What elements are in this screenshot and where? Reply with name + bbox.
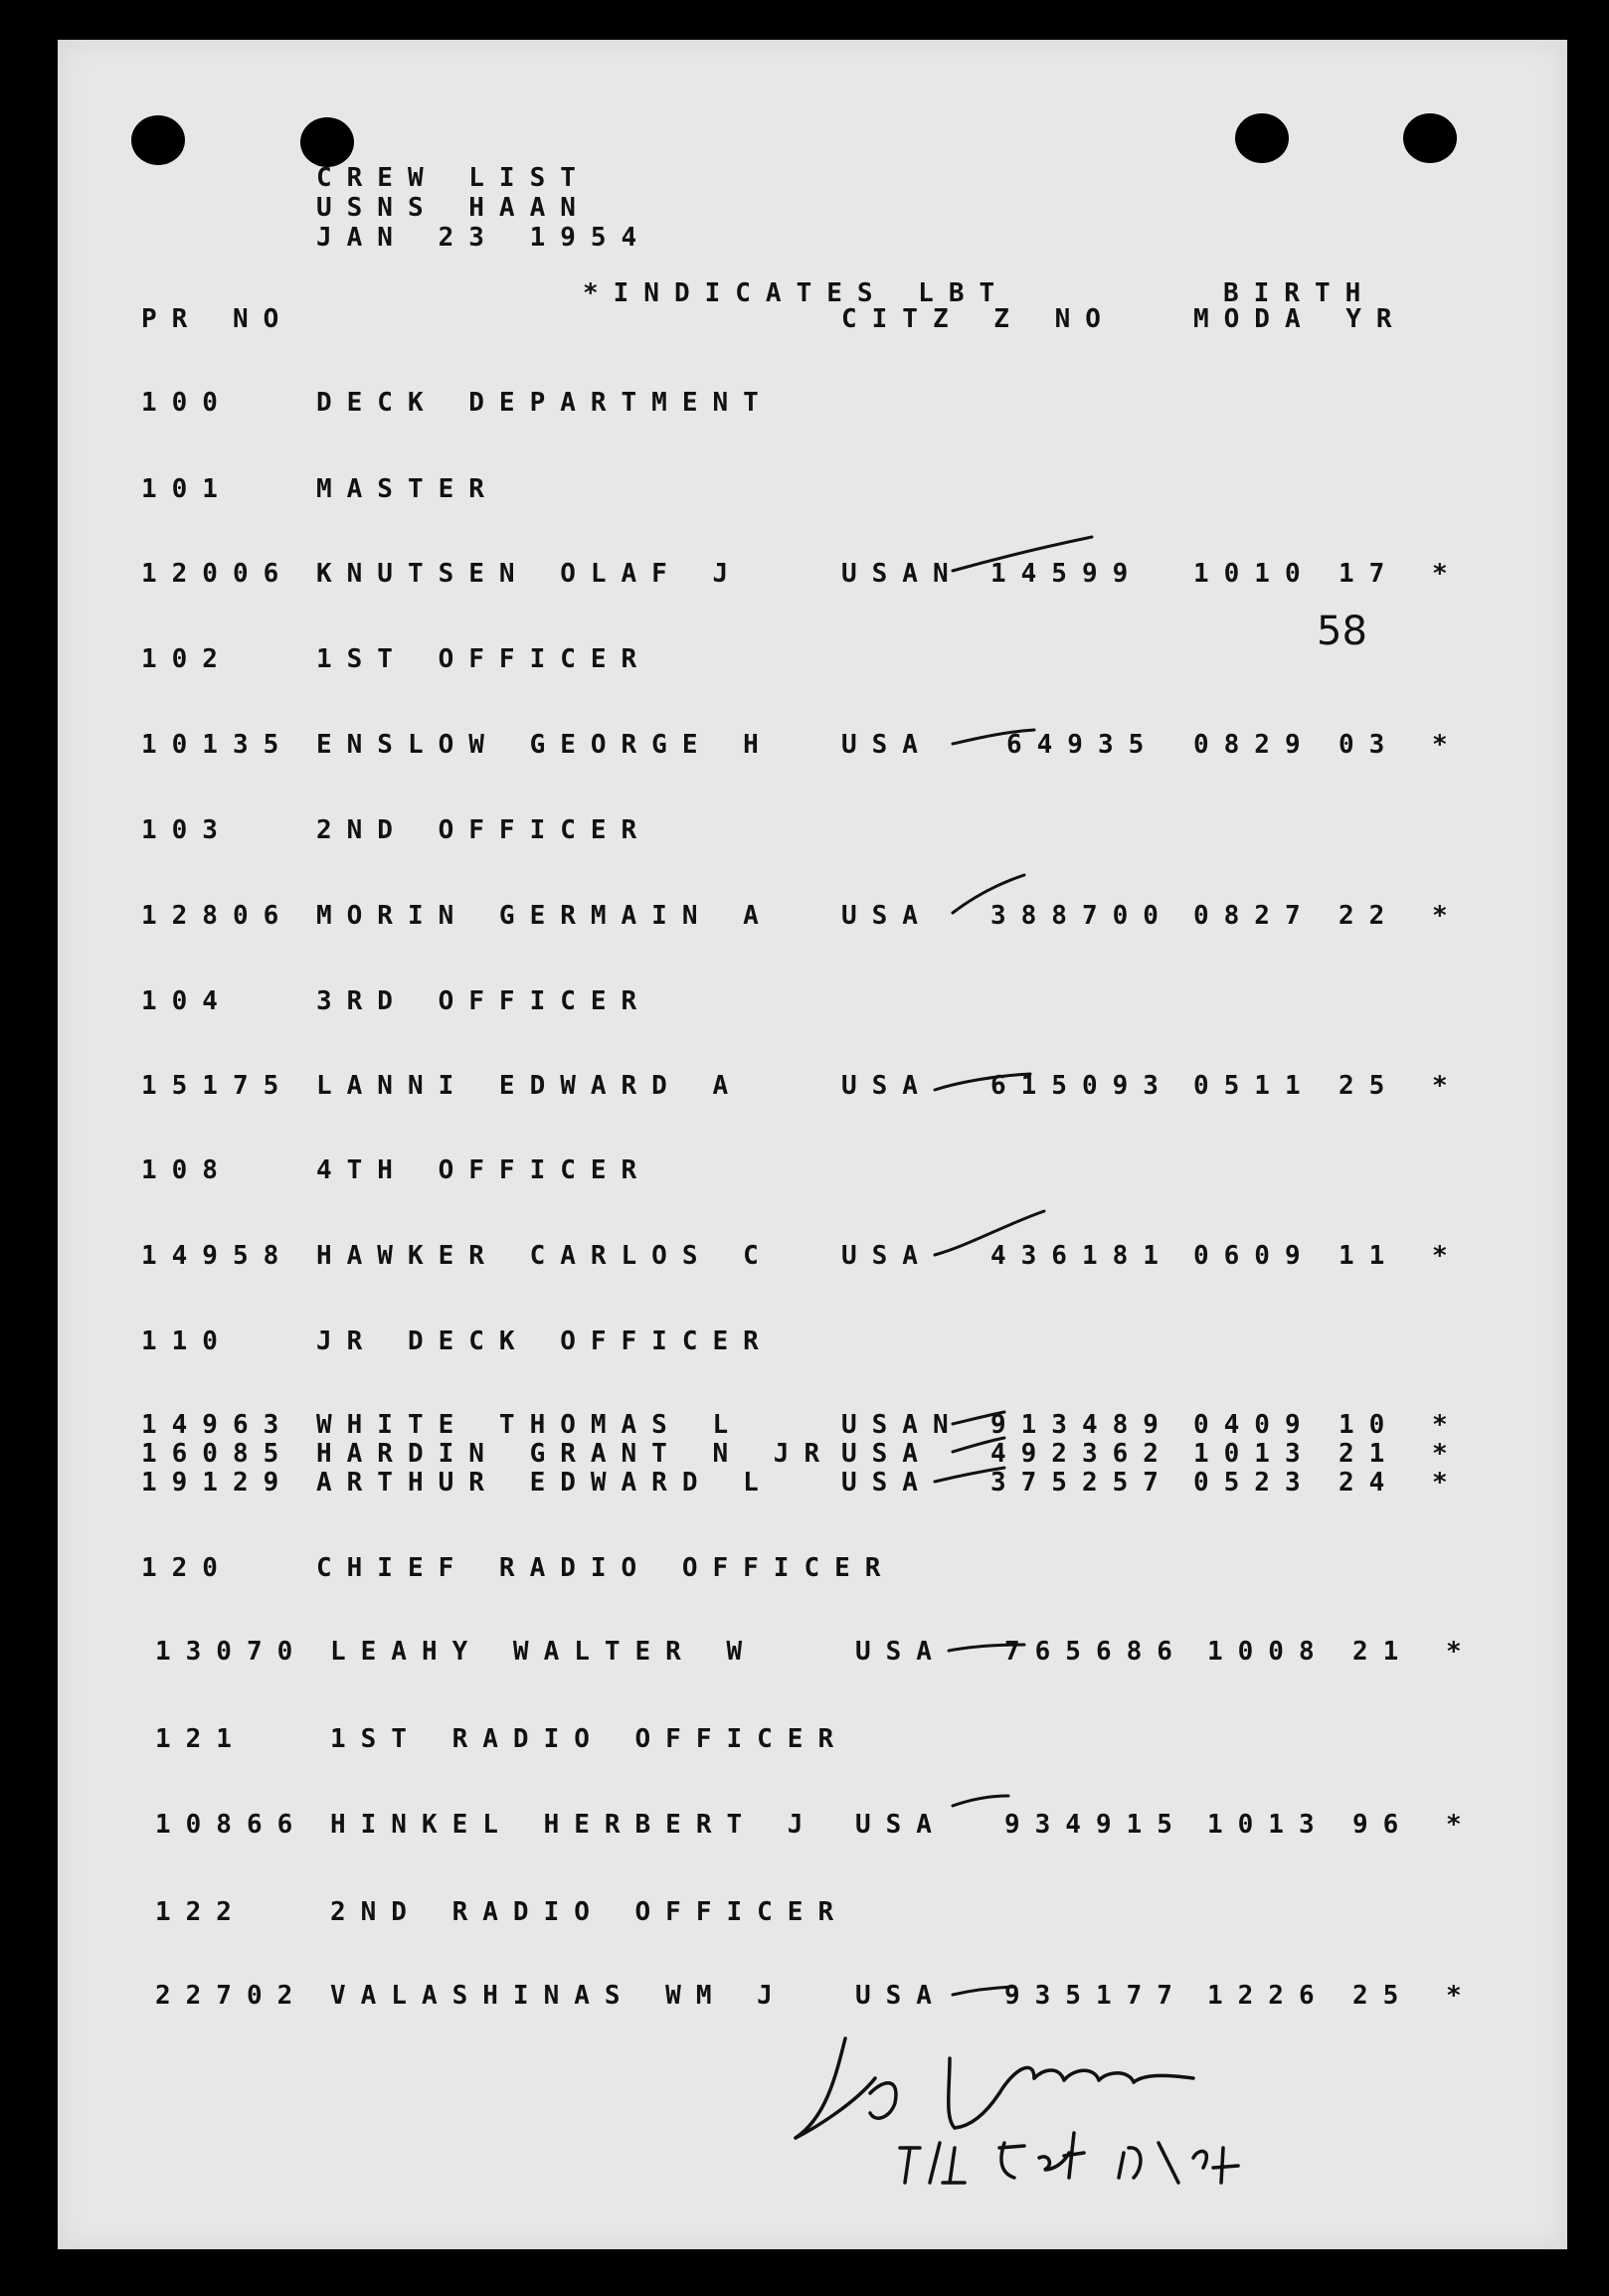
check-mark xyxy=(949,1645,1024,1651)
column-citz-z-no: CITZ Z NO xyxy=(841,304,1116,334)
section-title: MASTER xyxy=(316,474,499,504)
check-mark xyxy=(935,1074,1030,1090)
lbt-marker: * xyxy=(1432,730,1463,760)
crew-pr-no: 19129 xyxy=(141,1468,294,1498)
section-title: 4TH OFFICER xyxy=(316,1155,652,1185)
crew-birth-year: 21 xyxy=(1339,1439,1400,1469)
crew-birth-moda: 0409 xyxy=(1193,1410,1316,1440)
crew-birth-moda: 0523 xyxy=(1193,1468,1316,1498)
crew-citizenship: USAN xyxy=(841,1410,964,1440)
crew-z-number: 14599 xyxy=(990,559,1144,589)
crew-name: ENSLOW GEORGE H xyxy=(316,730,774,760)
crew-birth-year: 03 xyxy=(1339,730,1400,760)
lbt-marker: * xyxy=(1446,1637,1477,1667)
crew-pr-no: 14963 xyxy=(141,1410,294,1440)
crew-birth-moda: 0609 xyxy=(1193,1241,1316,1271)
crew-z-number: 436181 xyxy=(990,1241,1173,1271)
crew-z-number: 375257 xyxy=(990,1468,1173,1498)
crew-birth-year: 21 xyxy=(1352,1637,1414,1667)
crew-name: WHITE THOMAS L xyxy=(316,1410,744,1440)
check-mark xyxy=(953,537,1092,571)
crew-name: KNUTSEN OLAF J xyxy=(316,559,744,589)
check-mark xyxy=(953,730,1034,744)
crew-citizenship: USA xyxy=(855,1981,947,2011)
crew-citizenship: USA xyxy=(841,730,933,760)
lbt-marker: * xyxy=(1432,1468,1463,1498)
crew-citizenship: USA xyxy=(841,1468,933,1498)
lbt-marker: * xyxy=(1432,1071,1463,1101)
lbt-marker: * xyxy=(1432,1410,1463,1440)
header-title: CREW LIST xyxy=(316,163,591,193)
crew-birth-moda: 1013 xyxy=(1193,1439,1316,1469)
lbt-marker: * xyxy=(1446,1981,1477,2011)
column-birth: BIRTH xyxy=(1223,278,1376,308)
check-mark xyxy=(935,1211,1044,1255)
crew-name: HARDIN GRANT N JR xyxy=(316,1439,835,1469)
crew-birth-moda: 0827 xyxy=(1193,901,1316,931)
crew-citizenship: USA xyxy=(855,1637,947,1667)
section-code: 100 xyxy=(141,388,233,418)
check-mark xyxy=(953,1412,1004,1424)
lbt-marker: * xyxy=(1446,1810,1477,1840)
column-pr-no: PR NO xyxy=(141,304,294,334)
crew-z-number: 64935 xyxy=(1006,730,1160,760)
crew-name: HAWKER CARLOS C xyxy=(316,1241,774,1271)
crew-citizenship: USA xyxy=(841,1241,933,1271)
section-code: 101 xyxy=(141,474,233,504)
crew-pr-no: 10135 xyxy=(141,730,294,760)
crew-birth-moda: 0511 xyxy=(1193,1071,1316,1101)
column-moda-yr: MODA YR xyxy=(1193,304,1407,334)
crew-name: ARTHUR EDWARD L xyxy=(316,1468,774,1498)
crew-pr-no: 12806 xyxy=(141,901,294,931)
check-mark xyxy=(953,1987,1014,1995)
section-code: 103 xyxy=(141,815,233,845)
crew-name: LANNI EDWARD A xyxy=(316,1071,744,1101)
header-ship: USNS HAAN xyxy=(316,193,591,223)
crew-name: LEAHY WALTER W xyxy=(330,1637,758,1667)
crew-citizenship: USAN xyxy=(841,559,964,589)
section-title: CHIEF RADIO OFFICER xyxy=(316,1553,896,1583)
section-title: 2ND OFFICER xyxy=(316,815,652,845)
crew-z-number: 615093 xyxy=(990,1071,1173,1101)
page-number: 58 xyxy=(1317,609,1367,654)
section-code: 120 xyxy=(141,1553,233,1583)
crew-pr-no: 10866 xyxy=(155,1810,308,1840)
crew-citizenship: USA xyxy=(841,1071,933,1101)
section-code: 108 xyxy=(141,1155,233,1185)
handwritten-signature xyxy=(776,2009,1412,2208)
crew-z-number: 765686 xyxy=(1004,1637,1187,1667)
crew-name: VALASHINAS WM J xyxy=(330,1981,788,2011)
crew-citizenship: USA xyxy=(841,901,933,931)
crew-citizenship: USA xyxy=(841,1439,933,1469)
crew-z-number: 388700 xyxy=(990,901,1173,931)
section-code: 121 xyxy=(155,1724,247,1754)
crew-birth-year: 22 xyxy=(1339,901,1400,931)
check-mark xyxy=(953,1796,1008,1806)
header-date: JAN 23 1954 xyxy=(316,223,652,253)
section-code: 122 xyxy=(155,1897,247,1927)
crew-birth-year: 11 xyxy=(1339,1241,1400,1271)
crew-birth-moda: 0829 xyxy=(1193,730,1316,760)
crew-z-number: 935177 xyxy=(1004,1981,1187,2011)
crew-birth-year: 10 xyxy=(1339,1410,1400,1440)
section-title: DECK DEPARTMENT xyxy=(316,388,774,418)
crew-birth-year: 17 xyxy=(1339,559,1400,589)
section-title: 1ST OFFICER xyxy=(316,644,652,674)
crew-name: HINKEL HERBERT J xyxy=(330,1810,818,1840)
lbt-marker: * xyxy=(1432,1241,1463,1271)
section-title: 3RD OFFICER xyxy=(316,986,652,1016)
crew-pr-no: 14958 xyxy=(141,1241,294,1271)
column-indicates-lbt: *INDICATES LBT xyxy=(583,278,1010,308)
crew-birth-year: 25 xyxy=(1352,1981,1414,2011)
check-mark xyxy=(953,875,1024,913)
check-mark xyxy=(935,1468,1004,1482)
section-title: 2ND RADIO OFFICER xyxy=(330,1897,849,1927)
crew-birth-moda: 1010 xyxy=(1193,559,1316,589)
crew-birth-moda: 1013 xyxy=(1207,1810,1330,1840)
crew-pr-no: 22702 xyxy=(155,1981,308,2011)
section-title: 1ST RADIO OFFICER xyxy=(330,1724,849,1754)
crew-birth-moda: 1008 xyxy=(1207,1637,1330,1667)
crew-birth-moda: 1226 xyxy=(1207,1981,1330,2011)
crew-z-number: 934915 xyxy=(1004,1810,1187,1840)
crew-birth-year: 96 xyxy=(1352,1810,1414,1840)
section-code: 110 xyxy=(141,1326,233,1356)
section-code: 104 xyxy=(141,986,233,1016)
crew-citizenship: USA xyxy=(855,1810,947,1840)
crew-pr-no: 16085 xyxy=(141,1439,294,1469)
crew-z-number: 492362 xyxy=(990,1439,1173,1469)
lbt-marker: * xyxy=(1432,1439,1463,1469)
crew-birth-year: 25 xyxy=(1339,1071,1400,1101)
crew-pr-no: 12006 xyxy=(141,559,294,589)
crew-name: MORIN GERMAIN A xyxy=(316,901,774,931)
lbt-marker: * xyxy=(1432,559,1463,589)
check-mark xyxy=(953,1438,1004,1452)
crew-pr-no: 13070 xyxy=(155,1637,308,1667)
section-title: JR DECK OFFICER xyxy=(316,1326,774,1356)
section-code: 102 xyxy=(141,644,233,674)
crew-z-number: 913489 xyxy=(990,1410,1173,1440)
crew-pr-no: 15175 xyxy=(141,1071,294,1101)
lbt-marker: * xyxy=(1432,901,1463,931)
crew-birth-year: 24 xyxy=(1339,1468,1400,1498)
